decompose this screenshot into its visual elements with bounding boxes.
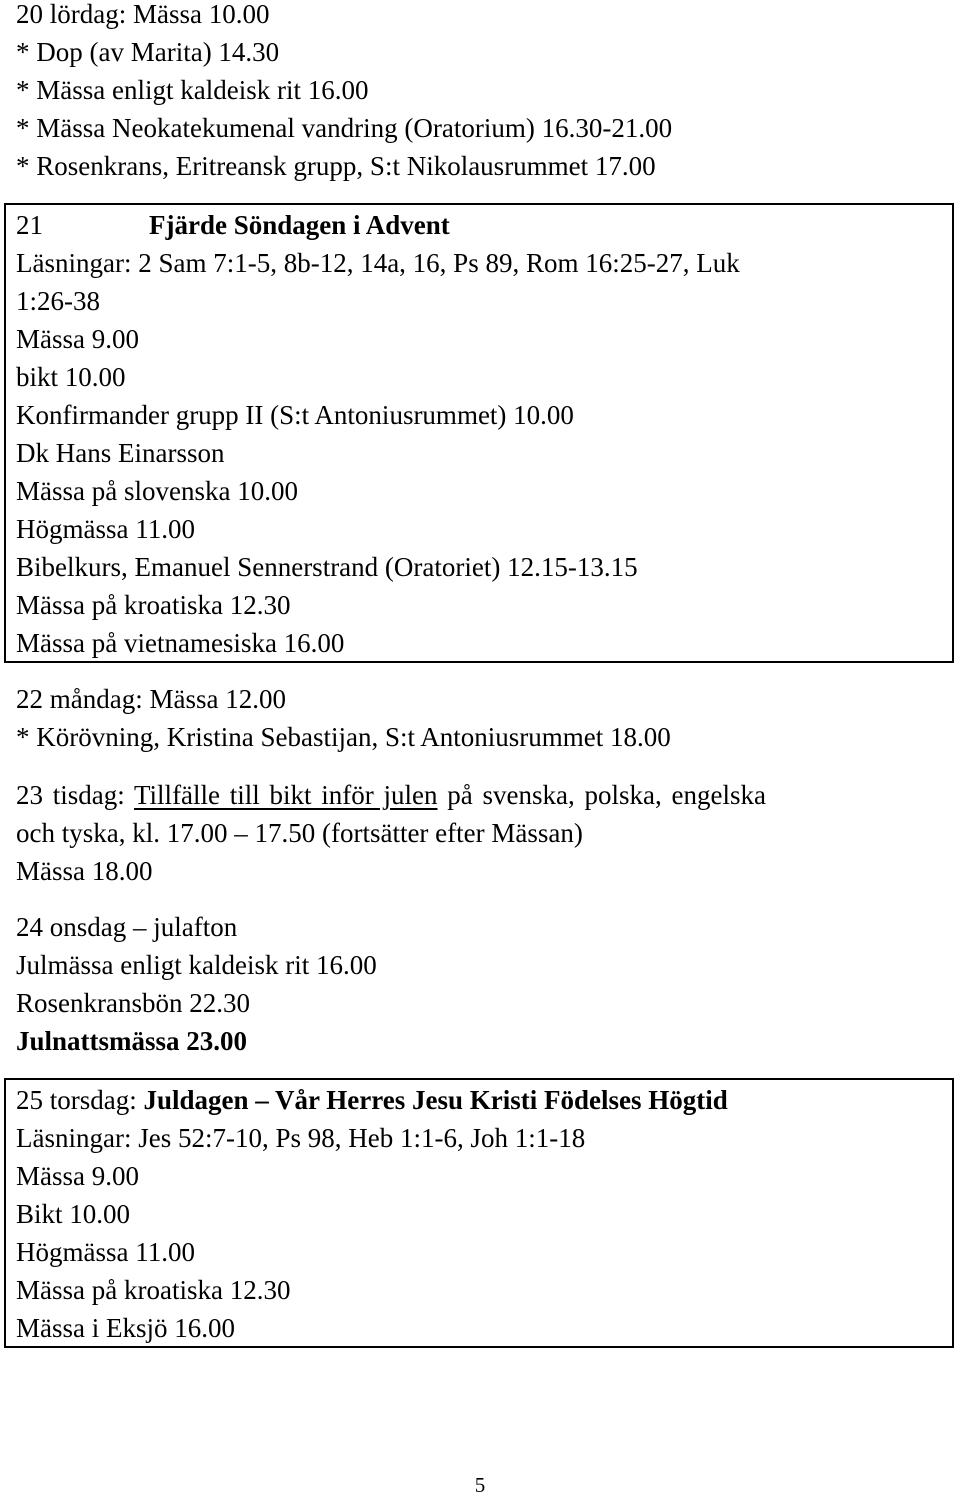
mon22-line-1: 22 måndag: Mässa 12.00: [16, 684, 286, 714]
sun21-heading: [16, 206, 450, 244]
wed24-line-4: Julnattsmässa 23.00: [16, 1026, 248, 1056]
sat20-line-1: 20 lördag: Mässa 10.00: [16, 0, 270, 29]
thu25-item: Mässa i Eksjö 16.00: [16, 1313, 235, 1343]
wed24-line-1: 24 onsdag – julafton: [16, 912, 238, 942]
sun21-title: Fjärde Söndagen i Advent: [149, 210, 450, 240]
tue23-confession-link[interactable]: Tillfälle till bikt inför julen: [134, 780, 438, 810]
sun21-readings-2: 1:26-38: [16, 286, 100, 316]
sun21-day: 21: [16, 210, 43, 240]
tue23-line-1: [16, 776, 766, 814]
thu25-title: Juldagen – Vår Herres Jesu Kristi Födelses Högtid: [143, 1085, 728, 1115]
sun21-item: Dk Hans Einarsson: [16, 438, 225, 468]
thu25-item: Mässa på kroatiska 12.30: [16, 1275, 291, 1305]
sun21-item: Högmässa 11.00: [16, 514, 195, 544]
tue23-prefix: 23 tisdag:: [16, 780, 125, 810]
sun21-readings-1: Läsningar: 2 Sam 7:1-5, 8b-12, 14a, 16, Ps 89, Rom 16:25-27, Luk: [16, 248, 740, 278]
thu25-item: Mässa 9.00: [16, 1161, 139, 1191]
thu25-item: Högmässa 11.00: [16, 1237, 195, 1267]
sun21-item: Konfirmander grupp II (S:t Antoniusrummet) 10.00: [16, 400, 574, 430]
sat20-line-2: * Dop (av Marita) 14.30: [16, 37, 280, 67]
wed24-line-3: Rosenkransbön 22.30: [16, 988, 250, 1018]
tue23-rest: på svenska, polska, engelska: [447, 780, 766, 810]
thu25-item: Bikt 10.00: [16, 1199, 131, 1229]
sun21-item: Mässa 9.00: [16, 324, 139, 354]
thu25-heading: [16, 1081, 728, 1119]
sun21-item: bikt 10.00: [16, 362, 126, 392]
thu25-prefix: 25 torsdag:: [16, 1085, 137, 1115]
sun21-item: Mässa på slovenska 10.00: [16, 476, 298, 506]
mon22-line-2: * Körövning, Kristina Sebastijan, S:t Antoniusrummet 18.00: [16, 722, 671, 752]
tue23-line-2: och tyska, kl. 17.00 – 17.50 (fortsätter efter Mässan): [16, 818, 583, 848]
thu25-readings: Läsningar: Jes 52:7-10, Ps 98, Heb 1:1-6, Joh 1:1-18: [16, 1123, 586, 1153]
sun21-item: Mässa på kroatiska 12.30: [16, 590, 291, 620]
wed24-line-2: Julmässa enligt kaldeisk rit 16.00: [16, 950, 377, 980]
sun21-item: Mässa på vietnamesiska 16.00: [16, 628, 345, 658]
sat20-line-5: * Rosenkrans, Eritreansk grupp, S:t Nikolausrummet 17.00: [16, 151, 656, 181]
sat20-line-4: * Mässa Neokatekumenal vandring (Oratorium) 16.30-21.00: [16, 113, 673, 143]
sun21-item: Bibelkurs, Emanuel Sennerstrand (Oratoriet) 12.15-13.15: [16, 552, 638, 582]
tue23-line-3: Mässa 18.00: [16, 856, 153, 886]
page-number: 5: [474, 1473, 486, 1497]
sat20-line-3: * Mässa enligt kaldeisk rit 16.00: [16, 75, 369, 105]
